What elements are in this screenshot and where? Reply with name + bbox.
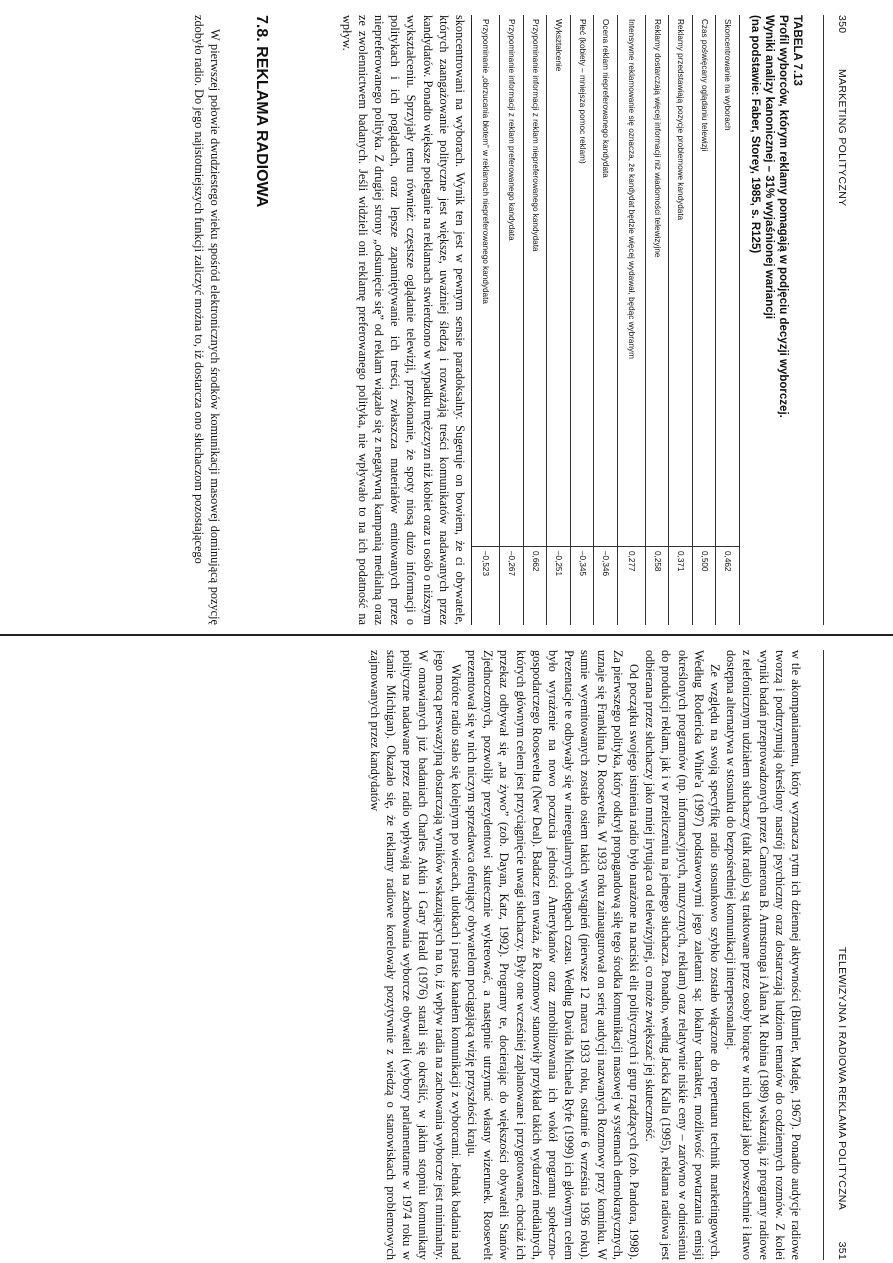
table-label: TABELA 7.13 [791,15,803,86]
table-row [669,15,693,625]
table-row [646,15,670,625]
table-row [547,15,571,625]
header-rule [823,15,824,625]
page-divider [0,634,893,636]
right-paragraph-4: Wkrótce radio stało się kolejnym po wiecach, ulotkach i prasie kanałem komunikacji z wyborcami. Jednak badania nad jego mocą perswazyjną dostarczają wyników wskazujących na to, iż wpływ radia na zachowania wyborcze jest minimalny. W omawianych już badaniach Charles Atkin i Gary Heald (1976) starali się określić, w jakim stopniu komunikaty polityczne nadawane przez radio wpływają na zachowania wyborcze obywateli (wybory parlamentarne w 1974 roku w stanie Michigan). Okazało się, że reklamy radiowe korelowały pozytywnie z wiedzą o stanowiskach problemowych zajmowanych przez kandydatów [367,650,463,1260]
right-paragraph-2: Ze względu na swoją specyfikę radio stosunkowo szybko zostało włączone do repertuaru technik marketingowych. Według Rodericka White'a (1997) podstawowymi jego zaletami są: lokalny charakter, możliwość powtarzania emisji określonych programów (np. informacyjnych, muzycznych, reklam) oraz relatywnie niskie ceny – zarówno w odniesieniu do produkcji reklam, jak i w przeliczeniu na jednego słuchacza. Ponadto, według Jacka Kalla (1995), reklama radiowa jest odbierana przez słuchaczy jako mniej irytująca od telewizyjnej, co może zwiększać jej skuteczność. [643,650,722,1260]
row-label: Reklamy przedstawiają pozycje problemowe kandydata [669,15,693,547]
right-page [48,650,848,1260]
paragraph-text: W pierwszej połowie dwudziestego wieku spośród elektronicznych środków komunikacji masowej dominującą pozycję zdobyło radio. Do jego najistotniejszych funkcji zaliczyć można to, iż dostarcza ono słuchaczom pozostającego [191,15,222,625]
row-label: Reklamy dostarczają więcej informacji niż wiadomości telewizyjne [646,15,670,547]
table-row [716,15,740,625]
table-row [693,15,717,625]
row-label: Czas poświęcany oglądaniu telewizji [693,15,717,547]
right-paragraph-1: w tle akompaniamentu, który wyznacza rytm ich dziennej aktywności (Blumler, Madge, 1967). Ponadto audycje radiowe tworzą i podtrzymują określony nastrój psychiczny oraz dostarczają ludziom tematów do codziennych rozmów. Z kolei wyniki badań przeprowadzonych przez Camerona B. Armstronga i Alana M. Rubina (1989) wskazują, iż programy radiowe z telefonicznym udziałem słuchaczy (talk radio) są traktowane przez osoby biorące w nich udział jako powszechnie i łatwo dostępna alternatywa w stosunku do bezpośredniej komunikacji interpersonalnej. [724,650,803,1260]
table-row [500,15,524,625]
row-label: Skoncentrowanie na wyborach [716,15,740,547]
row-label: Przypominanie informacji z reklam niepreferowanego kandydata [524,15,548,547]
table-row [618,15,646,625]
table-row [594,15,618,625]
row-label: Przypominanie informacji z reklam preferowanego kandydata [500,15,524,547]
table-row [472,15,500,625]
left-page-number: 350 [836,15,848,34]
paragraph-text: skoncentrowani na wyborach. Wynik ten jest w pewnym sensie paradoksalny. Sugeruje on bowiem, że ci obywatele, których zaangażowanie polityczne jest większe, uważniej śledzą i rozważają treści komunikatów nadawanych przez kandydatów. Ponadto większe poleganie na reklamach stwierdzono w wypadku mężczyzn niż kobiet oraz u osób o niższym wykształceniu. Sprzyjały temu również: częstsze oglądanie telewizji, przekonanie, że spoty niosą dużo informacji o politykach i ich poglądach, oraz lepsze zapamiętywanie ich treści, zwłaszcza materiałów emitowanych przez niepreferowanego polityka. Z drugiej strony „odsunięcie się” od reklam wiązało się z negatywną kampanią medialną oraz ze zwolennictwem badanych. Jeśli widzieli oni reklamę preferowanego polityka, nie wpływało to na ich podatność na wpływ. [339,15,467,625]
right-body [367,650,804,1260]
table-title-line-1: Profil wyborców, którym reklamy pomagają w podjęciu decyzji wyborczej. [777,15,789,418]
table-caption [748,15,804,625]
row-value: 0,258 [646,547,670,626]
right-paragraph-3: Od początku swojego istnienia radio było narażone na naciski elit politycznych i grup rządzących (zob. Pandora, 1998). Za pierwszego polityka, który odkrył propagandową siłę tego środka komunikacji masowej w systemach demokratycznych, uznaje się Franklina D. Roosevelta. W 1933 roku zainaugurował on serię audycji nazwanych Rozmowy przy kominku. W sumie wyemitowanych zostało osiem takich wystąpień (pierwsze 12 marca 1933 roku, ostatnie 6 września 1936 roku). Prezentacje te odbywały się w nieregularnych odstępach czasu. Według Davida Michaela Ryfe (1999) ich głównym celem było wyrażenie na nowo poczucia jedności Amerykanów oraz zmobilizowania ich wokół programu społeczno-gospodarczego Roosevelta (New Deal). Badacz ten uważa, że Rozmowy stanowiły przykład takich wydarzeń medialnych, których głównym celem jest przyciągnięcie uwagi słuchaczy. Były one wcześniej zaplanowane i przygotowane, chociaż ich przekaz odbywał się „na żywo” (zob. Dayan, Katz, 1992). Programy te, docierając do większości obywateli Stanów Zjednoczonych, pozwoliły prezydentowi skutecznie wykreować, a następnie utrzymać własny wizerunek. Roosevelt prezentował się w nich niczym sprzedawca oferujący obywatelom pociągającą wizję przyszłości kraju. [464,650,641,1260]
table-title-line-2: Wyniki analizy kanonicznej – 31% wyjaśnionej wariancji [763,15,775,320]
row-value: 0,500 [693,547,717,626]
row-value: –0,523 [472,547,500,626]
row-label: Ocena reklam niepreferowanego kandydata [594,15,618,547]
section-heading: 7.8. REKLAMA RADIOWA [253,15,270,208]
table-row [571,15,595,625]
row-value: –0,251 [547,547,571,626]
row-value: 0,662 [524,547,548,626]
row-label: Wykształcenie [547,15,571,547]
row-value: 0,462 [716,547,740,626]
left-page [48,15,848,625]
left-paragraph-1 [338,15,468,625]
row-value: –0,346 [594,547,618,626]
right-running-head [830,650,848,1260]
right-running-title: TELEWIZYJNA I RADIOWA REKLAMA POLITYCZNA [836,946,848,1210]
header-rule [823,650,824,1260]
row-value: –0,345 [571,547,595,626]
row-label: Płeć (kobiety – mniejsza pomoc reklam) [571,15,595,547]
canonical-analysis-table [472,15,741,625]
left-running-head [830,15,848,625]
row-value: 0,371 [669,547,693,626]
row-label: Intensywne reklamowanie się oznacza, że kandydat będzie więcej wydawał, będąc wybranym [618,15,646,547]
row-label: Przypominanie „obrzucania błotem” w reklamach niepreferowanego kandydata [472,15,500,547]
row-value: 0,277 [618,547,646,626]
table-row [524,15,548,625]
right-page-number: 351 [836,1241,848,1260]
left-running-title: MARKETING POLITYCZNY [836,69,848,207]
row-value: –0,267 [500,547,524,626]
table-title-line-3: (na podstawie: Faber, Storey, 1985, s. R125) [749,15,761,254]
